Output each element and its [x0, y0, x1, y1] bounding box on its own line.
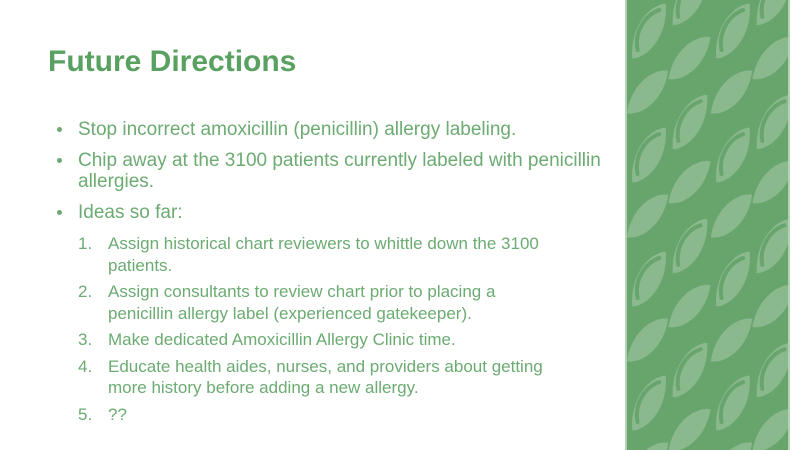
bullet-item [48, 202, 618, 223]
slide-content [48, 45, 618, 430]
bullet-dot-icon [48, 119, 78, 132]
bullet-dot-icon [48, 150, 78, 163]
numbered-text: Educate health aides, nurses, and providers about getting more history before adding a new allergy. [108, 356, 543, 397]
bullet-list [48, 119, 618, 223]
bullet-item [48, 119, 618, 140]
bullet-text: Stop incorrect amoxicillin (penicillin) allergy labeling. [78, 119, 517, 140]
numbered-index: 3. [78, 330, 93, 349]
numbered-item [78, 404, 618, 426]
numbered-index: 4. [78, 356, 93, 376]
numbered-index: 2. [78, 282, 93, 301]
numbered-index: 1. [78, 234, 93, 253]
bullet-text: Chip away at the 3100 patients currently labeled with penicillin allergies. [78, 150, 601, 192]
leaf-pattern-decoration [627, 0, 788, 450]
numbered-item [78, 356, 618, 399]
numbered-item [78, 281, 618, 324]
numbered-text: ?? [108, 404, 127, 424]
numbered-index: 5. [78, 404, 93, 424]
bullet-item [48, 150, 618, 192]
numbered-text: Assign historical chart reviewers to whittle down the 3100 patients. [108, 234, 539, 275]
numbered-item [78, 329, 618, 351]
numbered-text: Assign consultants to review chart prior to placing a penicillin allergy label (experienced gatekeeper). [108, 282, 496, 323]
bullet-dot-icon [48, 202, 78, 215]
numbered-text: Make dedicated Amoxicillin Allergy Clinic time. [108, 330, 456, 349]
slide-title: Future Directions [48, 45, 297, 78]
bullet-text: Ideas so far: [78, 202, 183, 223]
numbered-list [78, 233, 618, 425]
numbered-item [78, 233, 618, 276]
side-panel [625, 0, 790, 450]
